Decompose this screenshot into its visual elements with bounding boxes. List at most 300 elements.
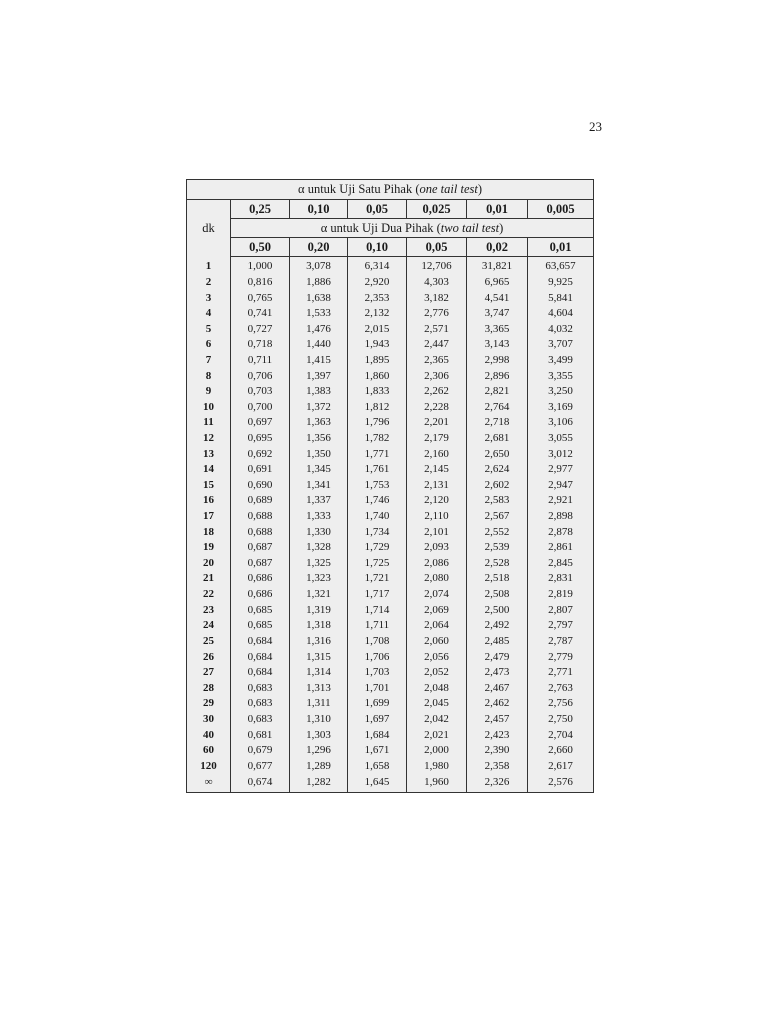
table-header (187, 180, 594, 257)
table-row (187, 321, 594, 337)
t-value-cell: 1,638 (290, 290, 348, 306)
t-value-cell: 0,686 (231, 587, 290, 603)
table-row (187, 602, 594, 618)
dk-cell: 4 (187, 306, 231, 322)
t-value-cell: 4,032 (528, 321, 594, 337)
table-row (187, 712, 594, 728)
t-distribution-table (186, 179, 594, 793)
t-value-cell: 1,303 (290, 727, 348, 743)
t-value-cell: 1,325 (290, 556, 348, 572)
t-value-cell: 2,093 (407, 540, 467, 556)
t-value-cell: 1,363 (290, 415, 348, 431)
one-tail-alpha-row (187, 200, 594, 219)
t-value-cell: 1,671 (348, 743, 407, 759)
dk-cell: 3 (187, 290, 231, 306)
two-tail-alpha: 0,10 (348, 238, 407, 257)
t-value-cell: 1,980 (407, 759, 467, 775)
t-value-cell: 1,701 (348, 680, 407, 696)
t-value-cell: 0,684 (231, 634, 290, 650)
t-value-cell: 1,319 (290, 602, 348, 618)
dk-cell: 15 (187, 478, 231, 494)
t-value-cell: 2,485 (467, 634, 528, 650)
dk-cell: 2 (187, 275, 231, 291)
table-row (187, 696, 594, 712)
t-value-cell: 63,657 (528, 257, 594, 275)
t-value-cell: 1,734 (348, 524, 407, 540)
t-value-cell: 1,943 (348, 337, 407, 353)
t-value-cell: 1,708 (348, 634, 407, 650)
table-row (187, 759, 594, 775)
t-value-cell: 2,776 (407, 306, 467, 322)
t-value-cell: 1,315 (290, 649, 348, 665)
t-value-cell: 1,440 (290, 337, 348, 353)
dk-cell: 25 (187, 634, 231, 650)
t-value-cell: 2,921 (528, 493, 594, 509)
t-value-cell: 2,080 (407, 571, 467, 587)
t-value-cell: 2,462 (467, 696, 528, 712)
t-value-cell: 2,021 (407, 727, 467, 743)
t-value-cell: 2,650 (467, 446, 528, 462)
t-value-cell: 2,947 (528, 478, 594, 494)
dk-cell: 30 (187, 712, 231, 728)
t-value-cell: 2,807 (528, 602, 594, 618)
dk-cell: 6 (187, 337, 231, 353)
t-value-cell: 3,078 (290, 257, 348, 275)
t-distribution-table-container (186, 179, 593, 793)
t-value-cell: 2,056 (407, 649, 467, 665)
dk-cell: 24 (187, 618, 231, 634)
t-value-cell: 2,390 (467, 743, 528, 759)
t-value-cell: 1,356 (290, 431, 348, 447)
dk-cell: 9 (187, 384, 231, 400)
t-value-cell: 2,262 (407, 384, 467, 400)
t-value-cell: 0,816 (231, 275, 290, 291)
t-value-cell: 2,306 (407, 368, 467, 384)
t-value-cell: 1,383 (290, 384, 348, 400)
two-tail-title-prefix: α untuk Uji Dua Pihak ( (320, 220, 441, 235)
one-tail-title-suffix: ) (477, 182, 482, 196)
t-value-cell: 2,145 (407, 462, 467, 478)
t-value-cell: 2,756 (528, 696, 594, 712)
table-row (187, 275, 594, 291)
t-value-cell: 1,350 (290, 446, 348, 462)
t-value-cell: 2,552 (467, 524, 528, 540)
t-value-cell: 2,353 (348, 290, 407, 306)
t-value-cell: 0,687 (231, 556, 290, 572)
t-value-cell: 0,684 (231, 649, 290, 665)
t-value-cell: 9,925 (528, 275, 594, 291)
page-number: 23 (589, 119, 602, 134)
t-value-cell: 0,689 (231, 493, 290, 509)
t-value-cell: 2,365 (407, 353, 467, 369)
t-value-cell: 2,845 (528, 556, 594, 572)
table-row (187, 524, 594, 540)
table-row (187, 556, 594, 572)
t-value-cell: 2,821 (467, 384, 528, 400)
t-value-cell: 0,690 (231, 478, 290, 494)
t-value-cell: 2,861 (528, 540, 594, 556)
t-value-cell: 1,740 (348, 509, 407, 525)
t-value-cell: 2,500 (467, 602, 528, 618)
table-row (187, 680, 594, 696)
dk-cell: 13 (187, 446, 231, 462)
t-value-cell: 1,321 (290, 587, 348, 603)
dk-header: dk (187, 200, 231, 257)
t-value-cell: 2,787 (528, 634, 594, 650)
t-value-cell: 0,686 (231, 571, 290, 587)
t-value-cell: 2,228 (407, 399, 467, 415)
t-value-cell: 1,372 (290, 399, 348, 415)
t-value-cell: 1,746 (348, 493, 407, 509)
t-value-cell: 2,473 (467, 665, 528, 681)
t-value-cell: 0,697 (231, 415, 290, 431)
t-value-cell: 2,518 (467, 571, 528, 587)
table-row (187, 399, 594, 415)
t-value-cell: 1,697 (348, 712, 407, 728)
t-value-cell: 1,796 (348, 415, 407, 431)
two-tail-alpha-row (187, 238, 594, 257)
t-value-cell: 6,314 (348, 257, 407, 275)
t-value-cell: 3,012 (528, 446, 594, 462)
t-value-cell: 2,457 (467, 712, 528, 728)
t-value-cell: 2,763 (528, 680, 594, 696)
dk-cell: 21 (187, 571, 231, 587)
t-value-cell: 1,886 (290, 275, 348, 291)
t-value-cell: 1,330 (290, 524, 348, 540)
t-value-cell: 2,060 (407, 634, 467, 650)
t-value-cell: 2,000 (407, 743, 467, 759)
t-value-cell: 1,000 (231, 257, 290, 275)
t-value-cell: 2,201 (407, 415, 467, 431)
dk-cell: 26 (187, 649, 231, 665)
t-value-cell: 1,699 (348, 696, 407, 712)
t-value-cell: 2,779 (528, 649, 594, 665)
table-row (187, 634, 594, 650)
t-value-cell: 3,182 (407, 290, 467, 306)
t-value-cell: 1,684 (348, 727, 407, 743)
t-value-cell: 2,750 (528, 712, 594, 728)
t-value-cell: 1,895 (348, 353, 407, 369)
t-value-cell: 1,714 (348, 602, 407, 618)
table-row (187, 493, 594, 509)
t-value-cell: 1,533 (290, 306, 348, 322)
t-value-cell: 31,821 (467, 257, 528, 275)
t-value-cell: 2,086 (407, 556, 467, 572)
t-value-cell: 1,645 (348, 774, 407, 792)
t-value-cell: 1,415 (290, 353, 348, 369)
t-value-cell: 2,479 (467, 649, 528, 665)
t-value-cell: 2,571 (407, 321, 467, 337)
t-value-cell: 1,397 (290, 368, 348, 384)
table-row (187, 353, 594, 369)
t-value-cell: 2,042 (407, 712, 467, 728)
t-value-cell: 1,721 (348, 571, 407, 587)
t-value-cell: 0,765 (231, 290, 290, 306)
t-value-cell: 1,476 (290, 321, 348, 337)
t-value-cell: 2,567 (467, 509, 528, 525)
t-value-cell: 4,604 (528, 306, 594, 322)
t-value-cell: 2,052 (407, 665, 467, 681)
table-row (187, 290, 594, 306)
t-value-cell: 2,179 (407, 431, 467, 447)
t-value-cell: 2,539 (467, 540, 528, 556)
dk-cell: 28 (187, 680, 231, 696)
t-value-cell: 2,819 (528, 587, 594, 603)
table-row (187, 368, 594, 384)
t-value-cell: 1,706 (348, 649, 407, 665)
two-tail-alpha: 0,50 (231, 238, 290, 257)
dk-cell: 1 (187, 257, 231, 275)
t-value-cell: 2,797 (528, 618, 594, 634)
t-value-cell: 6,965 (467, 275, 528, 291)
table-row (187, 337, 594, 353)
t-value-cell: 0,683 (231, 680, 290, 696)
t-value-cell: 0,681 (231, 727, 290, 743)
t-value-cell: 0,718 (231, 337, 290, 353)
t-value-cell: 1,316 (290, 634, 348, 650)
t-value-cell: 2,326 (467, 774, 528, 792)
t-value-cell: 1,328 (290, 540, 348, 556)
t-value-cell: 1,812 (348, 399, 407, 415)
one-tail-alpha: 0,10 (290, 200, 348, 219)
t-value-cell: 2,423 (467, 727, 528, 743)
table-row (187, 540, 594, 556)
t-value-cell: 2,617 (528, 759, 594, 775)
table-row (187, 727, 594, 743)
dk-cell: ∞ (187, 774, 231, 792)
t-value-cell: 0,683 (231, 696, 290, 712)
table-row (187, 618, 594, 634)
table-row (187, 415, 594, 431)
table-row (187, 431, 594, 447)
table-row (187, 446, 594, 462)
dk-cell: 27 (187, 665, 231, 681)
t-value-cell: 1,310 (290, 712, 348, 728)
dk-cell: 120 (187, 759, 231, 775)
t-value-cell: 3,355 (528, 368, 594, 384)
t-value-cell: 0,674 (231, 774, 290, 792)
t-value-cell: 2,831 (528, 571, 594, 587)
t-value-cell: 1,771 (348, 446, 407, 462)
t-value-cell: 0,700 (231, 399, 290, 415)
table-row (187, 257, 594, 275)
t-value-cell: 2,358 (467, 759, 528, 775)
table-row (187, 587, 594, 603)
t-value-cell: 3,747 (467, 306, 528, 322)
t-value-cell: 0,679 (231, 743, 290, 759)
t-value-cell: 1,311 (290, 696, 348, 712)
t-value-cell: 0,688 (231, 509, 290, 525)
t-value-cell: 3,055 (528, 431, 594, 447)
t-value-cell: 2,069 (407, 602, 467, 618)
one-tail-title (187, 180, 594, 200)
t-value-cell: 1,289 (290, 759, 348, 775)
t-value-cell: 1,782 (348, 431, 407, 447)
one-tail-alpha: 0,25 (231, 200, 290, 219)
t-value-cell: 1,345 (290, 462, 348, 478)
t-value-cell: 5,841 (528, 290, 594, 306)
t-value-cell: 4,303 (407, 275, 467, 291)
t-value-cell: 1,658 (348, 759, 407, 775)
one-tail-title-prefix: α untuk Uji Satu Pihak ( (298, 182, 420, 196)
t-value-cell: 2,528 (467, 556, 528, 572)
table-row (187, 743, 594, 759)
t-value-cell: 1,282 (290, 774, 348, 792)
t-value-cell: 2,920 (348, 275, 407, 291)
two-tail-title-italic: two tail test (440, 220, 500, 235)
t-value-cell: 1,314 (290, 665, 348, 681)
t-value-cell: 2,015 (348, 321, 407, 337)
t-value-cell: 2,132 (348, 306, 407, 322)
t-value-cell: 2,602 (467, 478, 528, 494)
dk-cell: 5 (187, 321, 231, 337)
table-row (187, 478, 594, 494)
t-value-cell: 0,691 (231, 462, 290, 478)
t-value-cell: 2,447 (407, 337, 467, 353)
t-value-cell: 2,681 (467, 431, 528, 447)
table-row (187, 509, 594, 525)
t-value-cell: 3,365 (467, 321, 528, 337)
t-value-cell: 2,048 (407, 680, 467, 696)
table-row (187, 384, 594, 400)
one-tail-title-italic: one tail test (419, 182, 478, 196)
one-tail-alpha: 0,05 (348, 200, 407, 219)
t-value-cell: 0,685 (231, 618, 290, 634)
t-value-cell: 2,583 (467, 493, 528, 509)
t-value-cell: 1,337 (290, 493, 348, 509)
t-value-cell: 2,160 (407, 446, 467, 462)
one-tail-alpha: 0,01 (467, 200, 528, 219)
t-value-cell: 3,250 (528, 384, 594, 400)
t-value-cell: 0,684 (231, 665, 290, 681)
t-value-cell: 1,753 (348, 478, 407, 494)
dk-cell: 11 (187, 415, 231, 431)
t-value-cell: 0,683 (231, 712, 290, 728)
t-value-cell: 2,120 (407, 493, 467, 509)
t-value-cell: 1,729 (348, 540, 407, 556)
t-value-cell: 1,323 (290, 571, 348, 587)
t-value-cell: 2,771 (528, 665, 594, 681)
dk-cell: 19 (187, 540, 231, 556)
t-value-cell: 1,318 (290, 618, 348, 634)
t-value-cell: 2,110 (407, 509, 467, 525)
one-tail-alpha: 0,025 (407, 200, 467, 219)
two-tail-title (231, 219, 594, 238)
t-value-cell: 1,761 (348, 462, 407, 478)
t-value-cell: 1,296 (290, 743, 348, 759)
t-value-cell: 1,860 (348, 368, 407, 384)
dk-cell: 40 (187, 727, 231, 743)
t-value-cell: 0,685 (231, 602, 290, 618)
t-value-cell: 2,064 (407, 618, 467, 634)
t-value-cell: 0,688 (231, 524, 290, 540)
t-value-cell: 4,541 (467, 290, 528, 306)
t-value-cell: 1,313 (290, 680, 348, 696)
t-value-cell: 3,143 (467, 337, 528, 353)
t-value-cell: 3,707 (528, 337, 594, 353)
table-row (187, 571, 594, 587)
t-value-cell: 0,727 (231, 321, 290, 337)
t-value-cell: 1,717 (348, 587, 407, 603)
dk-cell: 22 (187, 587, 231, 603)
t-value-cell: 0,741 (231, 306, 290, 322)
two-tail-alpha: 0,20 (290, 238, 348, 257)
t-value-cell: 2,898 (528, 509, 594, 525)
dk-cell: 17 (187, 509, 231, 525)
t-value-cell: 2,045 (407, 696, 467, 712)
dk-cell: 7 (187, 353, 231, 369)
t-value-cell: 3,106 (528, 415, 594, 431)
t-value-cell: 12,706 (407, 257, 467, 275)
t-value-cell: 1,333 (290, 509, 348, 525)
dk-cell: 14 (187, 462, 231, 478)
t-value-cell: 0,692 (231, 446, 290, 462)
t-value-cell: 2,467 (467, 680, 528, 696)
t-value-cell: 2,131 (407, 478, 467, 494)
t-value-cell: 1,725 (348, 556, 407, 572)
two-tail-alpha: 0,02 (467, 238, 528, 257)
t-value-cell: 1,833 (348, 384, 407, 400)
dk-cell: 60 (187, 743, 231, 759)
t-value-cell: 2,998 (467, 353, 528, 369)
t-value-cell: 1,960 (407, 774, 467, 792)
dk-cell: 16 (187, 493, 231, 509)
dk-cell: 23 (187, 602, 231, 618)
table-body (187, 257, 594, 793)
t-value-cell: 0,687 (231, 540, 290, 556)
dk-cell: 8 (187, 368, 231, 384)
t-value-cell: 2,074 (407, 587, 467, 603)
dk-cell: 20 (187, 556, 231, 572)
two-tail-alpha: 0,01 (528, 238, 594, 257)
two-tail-title-suffix: ) (499, 220, 504, 235)
t-value-cell: 2,624 (467, 462, 528, 478)
table-row (187, 649, 594, 665)
t-value-cell: 3,499 (528, 353, 594, 369)
t-value-cell: 2,508 (467, 587, 528, 603)
t-value-cell: 2,704 (528, 727, 594, 743)
t-value-cell: 1,703 (348, 665, 407, 681)
t-value-cell: 2,764 (467, 399, 528, 415)
t-value-cell: 2,718 (467, 415, 528, 431)
t-value-cell: 1,341 (290, 478, 348, 494)
dk-cell: 12 (187, 431, 231, 447)
t-value-cell: 2,896 (467, 368, 528, 384)
t-value-cell: 0,703 (231, 384, 290, 400)
t-value-cell: 2,576 (528, 774, 594, 792)
one-tail-alpha: 0,005 (528, 200, 594, 219)
t-value-cell: 2,878 (528, 524, 594, 540)
t-value-cell: 1,711 (348, 618, 407, 634)
table-row (187, 774, 594, 792)
t-value-cell: 0,695 (231, 431, 290, 447)
t-value-cell: 2,101 (407, 524, 467, 540)
t-value-cell: 0,677 (231, 759, 290, 775)
table-row (187, 306, 594, 322)
table-row (187, 462, 594, 478)
dk-cell: 10 (187, 399, 231, 415)
t-value-cell: 0,711 (231, 353, 290, 369)
dk-cell: 29 (187, 696, 231, 712)
dk-cell: 18 (187, 524, 231, 540)
two-tail-alpha: 0,05 (407, 238, 467, 257)
t-value-cell: 2,977 (528, 462, 594, 478)
table-row (187, 665, 594, 681)
t-value-cell: 2,492 (467, 618, 528, 634)
t-value-cell: 2,660 (528, 743, 594, 759)
t-value-cell: 3,169 (528, 399, 594, 415)
t-value-cell: 0,706 (231, 368, 290, 384)
